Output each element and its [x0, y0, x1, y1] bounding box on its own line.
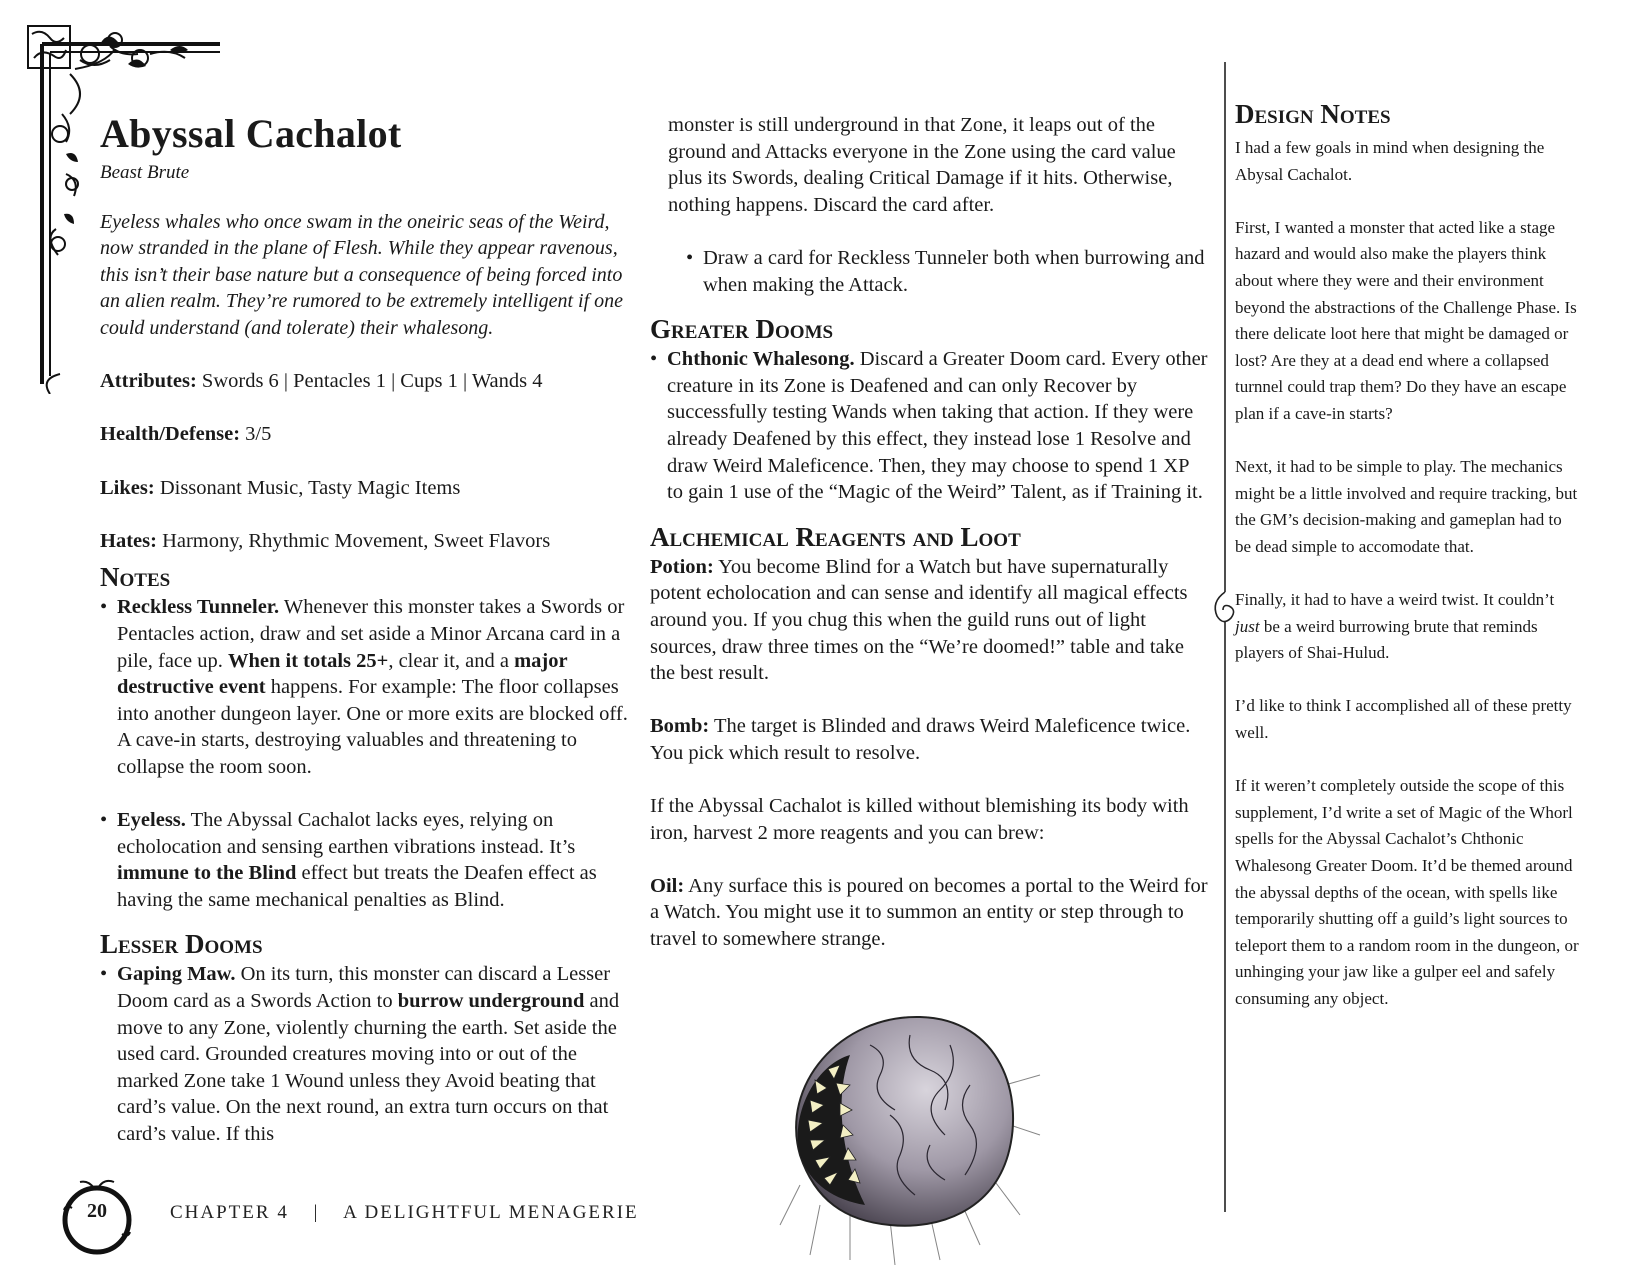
potion-text: You become Blind for a Watch but have supernaturally potent echolocation and can sense and identify all magical effects around you. If you chug this when the guild runs out of light sources, draw three times on the “We’re doomed!” table and take the best result. [650, 555, 1188, 685]
hates-value: Harmony, Rhythmic Movement, Sweet Flavors [156, 529, 551, 552]
abyssal-cachalot-illustration [760, 1005, 1050, 1270]
design-notes-sidebar [1235, 97, 1580, 1013]
running-head-separator: | [313, 1202, 320, 1223]
note-text: , clear it, and a [388, 649, 515, 672]
note-reckless-tunneler [100, 594, 630, 780]
doom-chthonic-whalesong [650, 346, 1208, 506]
design-notes-paragraph [1235, 587, 1580, 667]
page-number: 20 [87, 1200, 107, 1222]
likes-value: Dissonant Music, Tasty Magic Items [154, 476, 461, 499]
design-notes-text: Finally, it had to have a weird twist. It couldn’t [1235, 590, 1555, 610]
greater-dooms-list [650, 346, 1208, 506]
doom-text: and move to any Zone, violently churning the earth. Set aside the used card. Grounded creatures moving into or out of the marked Zone take 1 Wound unless they Avoid beating that card’s value. On the next round, an extra turn occurs on that card’s value. If this [117, 990, 620, 1145]
notes-list [100, 594, 630, 913]
note-eyeless [100, 807, 630, 913]
oil-text: Any surface this is poured on becomes a portal to the Weird for a Watch. You might use it to summon an entity or step through to travel to somewhere strange. [650, 874, 1208, 951]
attributes-value: Swords 6 | Pentacles 1 | Cups 1 | Wands 4 [196, 370, 543, 393]
oil-label: Oil: [650, 874, 685, 897]
note-emphasis: major destructive event [117, 649, 568, 699]
health-line [100, 421, 630, 448]
column-middle [650, 112, 1208, 953]
likes-label: Likes: [100, 476, 155, 499]
potion-entry [650, 554, 1208, 687]
note-text: Whenever this monster takes a Swords or Pentacles action, draw and set aside a Minor Arcana card in a pile, face up. [117, 596, 625, 672]
design-notes-paragraph: I’d like to think I accomplished all of these pretty well. [1235, 696, 1572, 743]
doom-title: Gaping Maw. [117, 963, 236, 986]
doom-gaping-maw [100, 961, 630, 1147]
note-text: The Abyssal Cachalot lacks eyes, relying on echolocation and sensing earthen vibrations instead. It’s [117, 809, 576, 858]
running-head [170, 1202, 639, 1224]
greater-dooms-heading: Greater Dooms [650, 314, 834, 345]
notes-heading: Notes [100, 562, 171, 593]
alchemy-section [650, 520, 1208, 953]
design-notes-paragraph: First, I wanted a monster that acted like a stage hazard and would also make the players think about where they were and their environment beyond the abstractions of the Challenge Phase. Is there delicate loot here that might be damaged or lost? Are they at a dead end where a collapsed turnnel could trap them? Do they have an escape plan if a cave-in starts? [1235, 217, 1577, 423]
lesser-dooms-list [100, 961, 630, 1147]
health-value: 3/5 [240, 423, 272, 446]
design-notes-paragraph: I had a few goals in mind when designing the Abysal Cachalot. [1235, 138, 1545, 184]
monster-name: Abyssal Cachalot [100, 111, 402, 156]
oil-entry [650, 873, 1208, 953]
design-notes-paragraph: Next, it had to be simple to play. The mechanics might be a little involved and require tracking, but the GM’s decision-making and gameplan had to be dead simple to accomodate that. [1235, 457, 1578, 556]
bomb-entry [650, 713, 1208, 766]
column-left [100, 110, 630, 1148]
note-text: happens. For example: The floor collapses into another dungeon layer. One or more exits are blocked off. A cave-in starts, destroying valuables and threatening to collapse the room soon. [117, 676, 628, 778]
gaping-maw-continued: monster is still underground in that Zone, it leaps out of the ground and Attacks everyone in the Zone using the card value plus its Swords, dealing Critical Damage if it hits. Otherwise, nothing happens. Discard the card after. [668, 114, 1176, 216]
doom-text: On its turn, this monster can discard a Lesser Doom card as a Swords Action to [117, 963, 611, 1013]
health-label: Health/Defense: [100, 423, 241, 446]
note-emphasis: When it totals 25+ [228, 649, 389, 672]
potion-label: Potion: [650, 555, 714, 578]
design-notes-emphasis: just [1235, 616, 1260, 636]
note-emphasis: immune to the Blind [117, 862, 297, 885]
alchemy-heading: Alchemical Reagents and Loot [650, 521, 1021, 552]
hates-label: Hates: [100, 529, 157, 552]
page-footer [58, 1178, 698, 1248]
doom-title: Chthonic Whalesong. [667, 348, 855, 371]
attributes-label: Attributes: [100, 370, 197, 393]
hates-line [100, 528, 630, 555]
chapter-title: A DELIGHTFUL MENAGERIE [343, 1202, 639, 1223]
note-title: Reckless Tunneler. [117, 596, 280, 619]
lesser-dooms-heading: Lesser Dooms [100, 929, 263, 960]
design-notes-paragraph: If it weren’t completely outside the scope of this supplement, I’d write a set of Magic of the Whorl spells for the Abyssal Cachalot’s Chthonic Whalesong Greater Doom. It’d be themed around the abyssal depths of the ocean, with spells like temporarily shutting off a guild’s light sources to teleport them to a random room in the dungeon, or unhinging your jaw like a gulper eel and safely consuming any object. [1235, 776, 1579, 1008]
note-title: Eyeless. [117, 809, 186, 832]
doom-draw-card-note: • Draw a card for Reckless Tunneler both when burrowing and when making the Attack. [686, 245, 1208, 298]
bomb-label: Bomb: [650, 715, 710, 738]
design-notes-text: be a weird burrowing brute that reminds players of Shai-Hulud. [1235, 616, 1538, 663]
likes-line [100, 475, 630, 502]
harvest-text: If the Abyssal Cachalot is killed without blemishing its body with iron, harvest 2 more reagents and you can brew: [650, 795, 1189, 844]
attributes-line [100, 368, 630, 395]
doom-text: Discard a Greater Doom card. Every other creature in its Zone is Deafened and can only Recover by successfully testing Wands when taking that action. If they were already Deafened by this effect, they instead lose 1 Resolve and draw Weird Maleficence. Then, they may choose to spend 1 XP to gain 1 use of the “Magic of the Weird” Talent, as if Training it. [667, 348, 1208, 504]
chapter-label: CHAPTER 4 [170, 1202, 289, 1223]
flavor-text: Eyeless whales who once swam in the oneiric seas of the Weird, now stranded in the plane of Flesh. While they appear ravenous, this isn’t their base nature but a consequence of being forced into an alien realm. They’re rumored to be extremely intelligent if one could understand (and tolerate) their whalesong. [100, 210, 624, 339]
monster-type: Beast Brute [100, 162, 190, 183]
bomb-text: The target is Blinded and draws Weird Maleficence twice. You pick which result to resolve. [650, 715, 1191, 764]
lesser-dooms-sublist [668, 245, 1208, 298]
doom-emphasis: burrow underground [397, 990, 585, 1013]
design-notes-heading: Design Notes [1235, 99, 1391, 129]
note-text: effect but treats the Deafen effect as having the same mechanical penalties as Blind. [117, 862, 597, 911]
